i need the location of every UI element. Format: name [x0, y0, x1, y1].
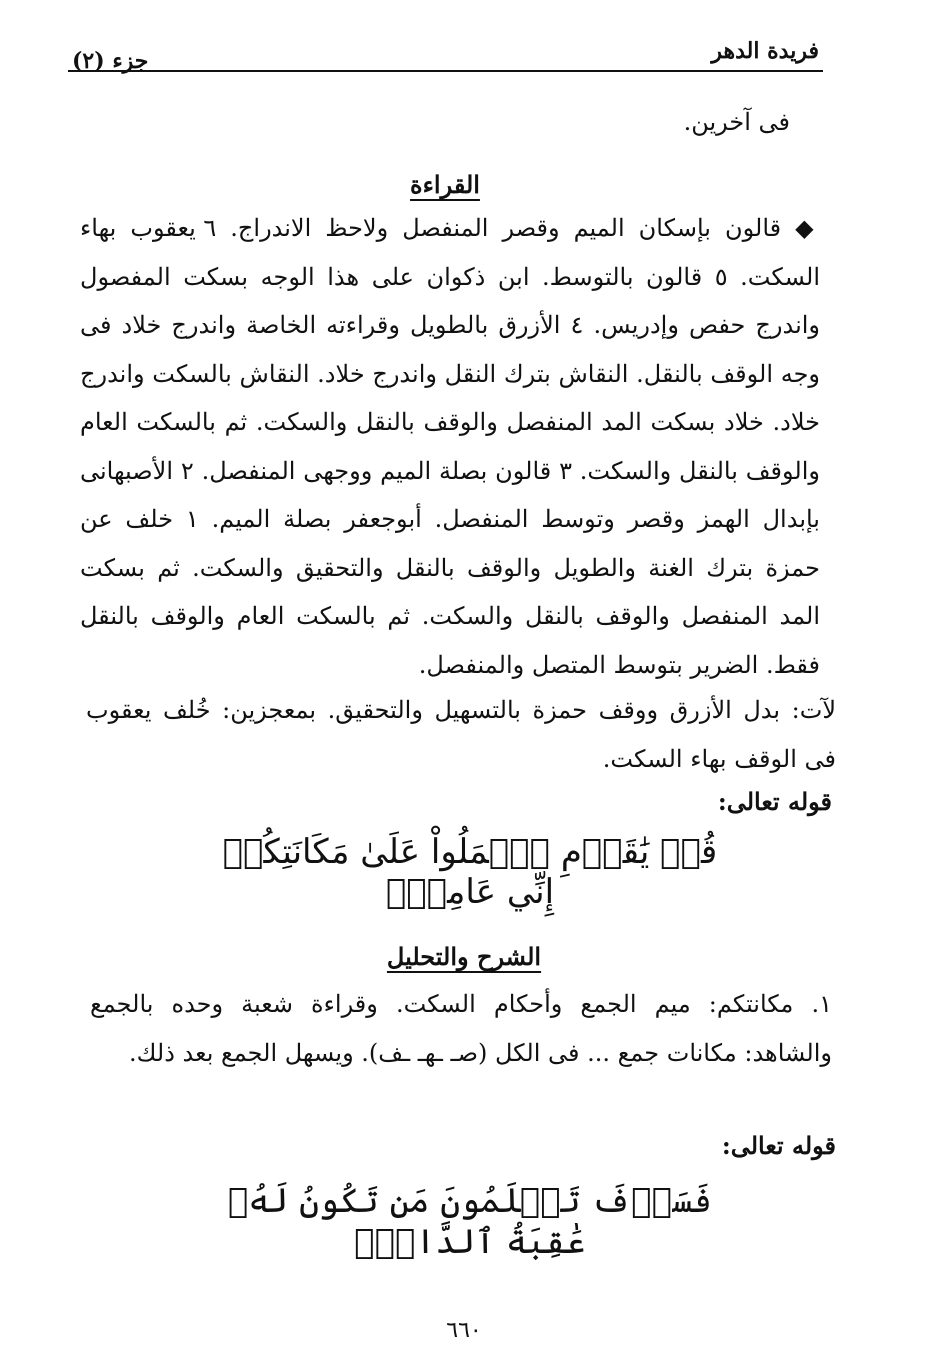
quran-verse-1: قُلۡ يَٰقَوۡمِ ٱعۡمَلُواْ عَلَىٰ مَكَانَتِكُمۡ إِنِّي عَامِلٞۖ — [222, 832, 718, 912]
running-header — [68, 38, 823, 72]
header-rule — [68, 70, 823, 72]
verse2-label: قوله تعالى: — [721, 1131, 836, 1160]
readings-text: قالون بإسكان الميم وقصر المنفصل ولاحظ الاندراج. ٦ يعقوب بهاء السكت. ٥ قالون بالتوسط. ابن ذكوان على هذا الوجه بسكت المفصول واندرج حفص وإدريس. ٤ الأزرق بالطويل وقراءته الخاصة واندرج خلاد فى وجه الوقف بالنقل. النقاش بترك النقل واندرج خلاد. النقاش بالسكت واندرج خلاد. خلاد بسكت المد المنفصل والوقف بالنقل والسكت. ثم بالسكت العام والوقف بالنقل والسكت. ٣ قالون بصلة الميم ووجهى المنفصل. ٢ الأصبهانى بإبدال الهمز وقصر وتوسط المنفصل. أبوجعفر بصلة الميم. ١ خلف عن حمزة بترك الغنة والطويل والوقف بالنقل والتحقيق والسكت. ثم بسكت المد المنفصل والوقف بالنقل والسكت. ثم بالسكت العام والوقف بالنقل فقط. الضرير بتوسط المتصل والمنفصل. — [80, 214, 821, 679]
readings-note: لآت: بدل الأزرق ووقف حمزة بالتسهيل والتحقيق. بمعجزين: خُلف يعقوب فى الوقف بهاء السكت. — [86, 696, 836, 773]
readings-heading: القراءة — [410, 170, 480, 199]
bullet-icon: ◆ — [795, 214, 820, 242]
part-number: جزء (٢) — [72, 48, 149, 74]
verse1-label: قوله تعالى: — [717, 787, 832, 816]
quran-verse-2: فَسَوۡفَ تَعۡلَمُونَ مَن تَكُونُ لَهُۥ عَٰقِبَةُ ٱلدَّارِۚ — [228, 1181, 712, 1262]
readings-paragraph — [80, 204, 820, 689]
analysis-heading: الشرح والتحليل — [386, 942, 542, 971]
analysis-paragraph: ١. مكانتكم: ميم الجمع وأحكام السكت. وقراءة شعبة وحده بالجمع والشاهد: مكانات جمع ... فى الكل (صـ ـهـ ـف). ويسهل الجمع بعد ذلك. — [90, 990, 832, 1067]
book-title: فريدة الدهر — [711, 38, 819, 64]
intro-text: فى آخرين. — [683, 108, 790, 136]
page-number: ٦٦٠ — [446, 1318, 482, 1343]
